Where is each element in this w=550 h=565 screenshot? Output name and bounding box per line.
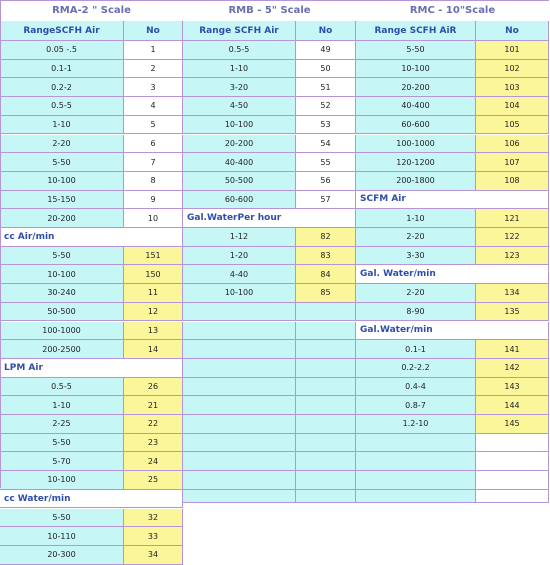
range-cell: 40-400 [183, 153, 296, 172]
range-cell: 0.8-7 [356, 396, 476, 415]
group-title: RMC - 10"Scale [356, 0, 549, 21]
empty-number-cell [296, 359, 356, 378]
model-number-cell: 102 [476, 60, 549, 79]
range-cell: 200-1800 [356, 172, 476, 191]
range-cell: 20-200 [183, 135, 296, 154]
model-number-cell: 21 [124, 396, 183, 415]
model-number-cell: 122 [476, 228, 549, 247]
model-number-cell: 145 [476, 415, 549, 434]
range-cell: 50-500 [183, 172, 296, 191]
range-cell: 0.1-1 [356, 340, 476, 359]
model-number-cell: 53 [296, 116, 356, 135]
range-cell: 40-400 [356, 97, 476, 116]
model-number-cell: 33 [124, 527, 183, 546]
empty-range-cell [356, 490, 476, 503]
model-number-cell: 51 [296, 78, 356, 97]
empty-range-cell [183, 415, 296, 434]
model-number-cell: 49 [296, 41, 356, 60]
empty-number-cell [476, 471, 549, 490]
group-title: RMB - 5" Scale [183, 0, 356, 21]
model-number-cell: 34 [124, 546, 183, 565]
range-cell: 3-30 [356, 247, 476, 266]
range-cell: 20-200 [0, 209, 124, 228]
empty-range-cell [356, 452, 476, 471]
empty-number-cell [476, 452, 549, 471]
model-number-cell: 143 [476, 378, 549, 397]
range-cell: 60-600 [356, 116, 476, 135]
model-number-cell: 84 [296, 265, 356, 284]
section-heading: Gal.WaterPer hour [183, 209, 356, 228]
empty-number-cell [296, 378, 356, 397]
range-cell: 3-20 [183, 78, 296, 97]
range-column-header: RangeSCFH Air [0, 21, 124, 41]
model-number-cell: 8 [124, 172, 183, 191]
model-number-cell: 32 [124, 509, 183, 528]
no-column-header: No [296, 21, 356, 41]
model-number-cell: 52 [296, 97, 356, 116]
empty-range-cell [183, 490, 296, 503]
model-number-cell: 135 [476, 303, 549, 322]
model-number-cell: 104 [476, 97, 549, 116]
model-number-cell: 85 [296, 284, 356, 303]
model-number-cell: 101 [476, 41, 549, 60]
empty-range-cell [183, 359, 296, 378]
model-number-cell: 142 [476, 359, 549, 378]
range-cell: 5-50 [356, 41, 476, 60]
model-number-cell: 23 [124, 434, 183, 453]
range-cell: 1.2-10 [356, 415, 476, 434]
empty-number-cell [476, 434, 549, 453]
section-heading: LPM Air [0, 359, 183, 378]
model-number-cell: 141 [476, 340, 549, 359]
model-number-cell: 55 [296, 153, 356, 172]
range-cell: 1-10 [0, 116, 124, 135]
range-cell: 0.5-5 [0, 97, 124, 116]
empty-number-cell [296, 322, 356, 341]
range-cell: 5-50 [0, 509, 124, 528]
section-heading: Gal. Water/min [356, 265, 549, 284]
empty-number-cell [476, 490, 549, 503]
empty-range-cell [183, 396, 296, 415]
model-number-cell: 11 [124, 284, 183, 303]
model-number-cell: 54 [296, 135, 356, 154]
range-cell: 4-40 [183, 265, 296, 284]
model-number-cell: 108 [476, 172, 549, 191]
range-cell: 0.4-4 [356, 378, 476, 397]
section-heading: cc Air/min [0, 228, 183, 247]
model-number-cell: 103 [476, 78, 549, 97]
model-number-cell: 24 [124, 452, 183, 471]
model-number-cell: 7 [124, 153, 183, 172]
model-number-cell: 10 [124, 209, 183, 228]
range-cell: 10-100 [0, 265, 124, 284]
range-cell: 0.5-5 [183, 41, 296, 60]
range-cell: 10-100 [183, 116, 296, 135]
model-number-cell: 150 [124, 265, 183, 284]
range-cell: 2-20 [356, 228, 476, 247]
range-cell: 15-150 [0, 191, 124, 210]
empty-range-cell [183, 322, 296, 341]
model-number-cell: 26 [124, 378, 183, 397]
model-number-cell: 144 [476, 396, 549, 415]
range-cell: 10-100 [356, 60, 476, 79]
range-cell: 1-10 [356, 209, 476, 228]
range-cell: 10-100 [0, 172, 124, 191]
range-cell: 200-2500 [0, 340, 124, 359]
range-column-header: Range SCFH Air [183, 21, 296, 41]
model-number-cell: 5 [124, 116, 183, 135]
empty-number-cell [296, 396, 356, 415]
range-cell: 10-100 [183, 284, 296, 303]
empty-range-cell [183, 434, 296, 453]
range-cell: 30-240 [0, 284, 124, 303]
model-number-cell: 22 [124, 415, 183, 434]
model-number-cell: 2 [124, 60, 183, 79]
model-number-cell: 3 [124, 78, 183, 97]
model-number-cell: 57 [296, 191, 356, 210]
range-cell: 2-25 [0, 415, 124, 434]
range-cell: 100-1000 [356, 135, 476, 154]
range-cell: 1-10 [0, 396, 124, 415]
range-cell: 20-200 [356, 78, 476, 97]
range-cell: 0.1-1 [0, 60, 124, 79]
range-cell: 100-1000 [0, 322, 124, 341]
empty-number-cell [296, 434, 356, 453]
model-number-cell: 106 [476, 135, 549, 154]
range-cell: 5-70 [0, 452, 124, 471]
empty-range-cell [183, 303, 296, 322]
range-cell: 5-50 [0, 153, 124, 172]
no-column-header: No [124, 21, 183, 41]
range-cell: 5-50 [0, 247, 124, 266]
empty-number-cell [296, 452, 356, 471]
range-column-header: Range SCFH AiR [356, 21, 476, 41]
section-heading: Gal.Water/min [356, 322, 549, 341]
range-cell: 20-300 [0, 546, 124, 565]
model-number-cell: 4 [124, 97, 183, 116]
range-cell: 1-20 [183, 247, 296, 266]
empty-range-cell [183, 452, 296, 471]
range-cell: 1-12 [183, 228, 296, 247]
model-number-cell: 151 [124, 247, 183, 266]
empty-range-cell [356, 471, 476, 490]
empty-range-cell [183, 378, 296, 397]
range-cell: 0.05 -.5 [0, 41, 124, 60]
empty-range-cell [183, 340, 296, 359]
section-heading: SCFM Air [356, 191, 549, 210]
model-number-cell: 82 [296, 228, 356, 247]
model-number-cell: 121 [476, 209, 549, 228]
range-cell: 4-50 [183, 97, 296, 116]
section-heading: cc Water/min [0, 490, 183, 509]
empty-number-cell [296, 490, 356, 503]
model-number-cell: 134 [476, 284, 549, 303]
empty-number-cell [296, 340, 356, 359]
range-cell: 0.5-5 [0, 378, 124, 397]
no-column-header: No [476, 21, 549, 41]
model-number-cell: 50 [296, 60, 356, 79]
model-number-cell: 107 [476, 153, 549, 172]
range-cell: 8-90 [356, 303, 476, 322]
model-number-cell: 9 [124, 191, 183, 210]
range-cell: 1-10 [183, 60, 296, 79]
range-cell: 0.2-2 [0, 78, 124, 97]
model-number-cell: 123 [476, 247, 549, 266]
range-cell: 2-20 [0, 135, 124, 154]
range-cell: 50-500 [0, 303, 124, 322]
model-number-cell: 13 [124, 322, 183, 341]
empty-number-cell [296, 303, 356, 322]
range-cell: 5-50 [0, 434, 124, 453]
model-number-cell: 6 [124, 135, 183, 154]
empty-range-cell [183, 471, 296, 490]
range-cell: 0.2-2.2 [356, 359, 476, 378]
model-number-cell: 105 [476, 116, 549, 135]
range-cell: 10-100 [0, 471, 124, 490]
group-title: RMA-2 " Scale [0, 0, 183, 21]
range-cell: 60-600 [183, 191, 296, 210]
range-cell: 2-20 [356, 284, 476, 303]
empty-number-cell [296, 415, 356, 434]
empty-range-cell [356, 434, 476, 453]
model-number-cell: 14 [124, 340, 183, 359]
range-cell: 10-110 [0, 527, 124, 546]
range-cell: 120-1200 [356, 153, 476, 172]
model-number-cell: 12 [124, 303, 183, 322]
model-number-cell: 83 [296, 247, 356, 266]
model-number-cell: 25 [124, 471, 183, 490]
model-number-cell: 1 [124, 41, 183, 60]
empty-number-cell [296, 471, 356, 490]
model-number-cell: 56 [296, 172, 356, 191]
